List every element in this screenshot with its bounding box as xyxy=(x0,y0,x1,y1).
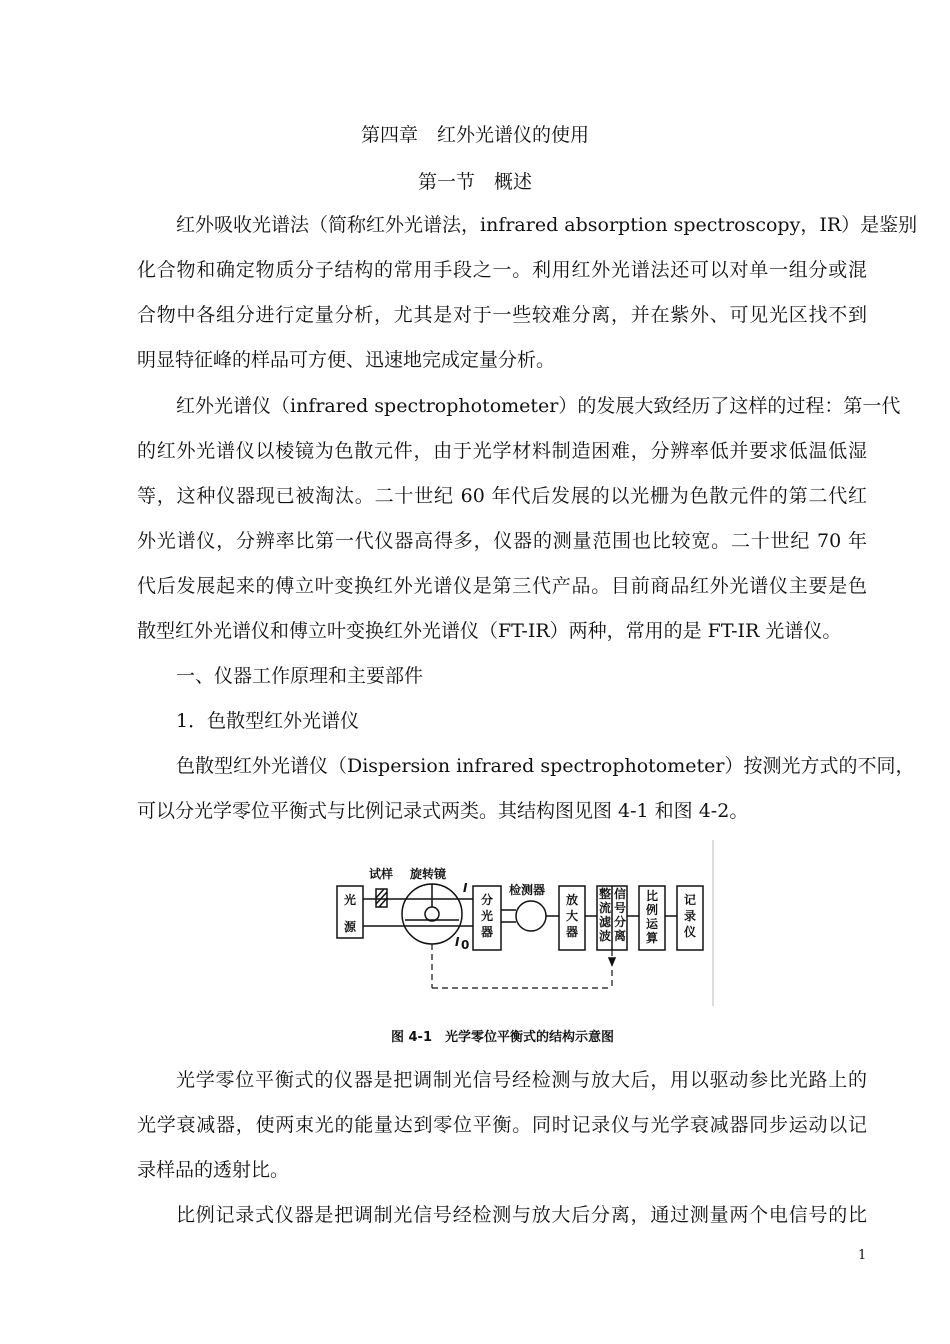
label-rectifier-1: 整 xyxy=(599,887,612,901)
label-rectifier-2: 流 xyxy=(599,901,612,915)
label-source-2: 源 xyxy=(344,920,357,934)
text-line: 红外吸收光谱法（简称红外光谱法，infrared absorption spectroscopy，IR）是鉴别 xyxy=(176,214,918,236)
label-beam-i: I xyxy=(463,881,468,895)
label-rectifier-4: 波 xyxy=(599,929,612,943)
label-signal-2: 号 xyxy=(614,901,627,915)
optical-null-balance-diagram xyxy=(335,838,715,1008)
page-number: 1 xyxy=(858,1248,867,1263)
label-recorder-1: 记 xyxy=(684,893,697,907)
text-line: 色散型红外光谱仪（Dispersion infrared spectrophotometer）按测光方式的不同， xyxy=(176,755,915,777)
text-line: 明显特征峰的样品可方便、迅速地完成定量分析。 xyxy=(137,349,556,371)
label-source-1: 光 xyxy=(344,893,357,907)
text-line: 红外光谱仪（infrared spectrophotometer）的发展大致经历了这样的过程：第一代 xyxy=(176,395,901,417)
label-signal-3: 分 xyxy=(614,915,627,929)
label-recorder-2: 录 xyxy=(684,909,697,923)
text-line: 散型红外光谱仪和傅立叶变换红外光谱仪（FT-IR）两种，常用的是 FT-IR 光谱仪。 xyxy=(137,620,842,642)
text-line: 化合物和确定物质分子结构的常用手段之一。利用红外光谱法还可以对单一组分或混 xyxy=(137,259,867,281)
label-amplifier-2: 大 xyxy=(566,909,579,923)
figure-caption: 图 4-1 光学零位平衡式的结构示意图 xyxy=(390,1030,614,1045)
label-splitter-3: 器 xyxy=(481,925,494,939)
label-signal-4: 离 xyxy=(614,929,627,943)
label-amplifier-3: 器 xyxy=(566,925,579,939)
label-ratio-4: 算 xyxy=(646,931,659,945)
text-line: 光学衰减器，使两束光的能量达到零位平衡。同时记录仪与光学衰减器同步运动以记 xyxy=(137,1114,867,1136)
label-mirror: 旋转镜 xyxy=(410,867,447,881)
section-title: 第一节 概述 xyxy=(417,171,532,193)
text-line: 的红外光谱仪以棱镜为色散元件，由于光学材料制造困难，分辨率低并要求低温低湿 xyxy=(137,440,867,462)
label-detector: 检测器 xyxy=(509,883,546,897)
label-beam-i0-sub: 0 xyxy=(461,938,470,952)
text-line: 比例记录式仪器是把调制光信号经检测与放大后分离，通过测量两个电信号的比 xyxy=(176,1204,867,1226)
label-ratio-2: 例 xyxy=(646,903,659,917)
label-sample: 试样 xyxy=(369,867,394,881)
detector-circle xyxy=(516,901,546,931)
text-line: 外光谱仪，分辨率比第一代仪器高得多，仪器的测量范围也比较宽。二十世纪 70 年 xyxy=(137,530,867,552)
heading-dispersion: 1．色散型红外光谱仪 xyxy=(176,710,360,732)
label-amplifier-1: 放 xyxy=(566,893,579,907)
label-splitter-2: 光 xyxy=(481,909,494,923)
text-line: 录样品的透射比。 xyxy=(137,1159,290,1181)
label-splitter-1: 分 xyxy=(481,893,494,907)
label-ratio-1: 比 xyxy=(646,889,659,903)
text-line: 合物中各组分进行定量分析，尤其是对于一些较难分离，并在紫外、可见光区找不到 xyxy=(137,304,867,326)
text-line: 光学零位平衡式的仪器是把调制光信号经检测与放大后，用以驱动参比光路上的 xyxy=(176,1069,867,1091)
label-beam-i0: I xyxy=(455,935,460,949)
label-ratio-3: 运 xyxy=(646,917,659,931)
text-line: 代后发展起来的傅立叶变换红外光谱仪是第三代产品。目前商品红外光谱仪主要是色 xyxy=(137,575,867,597)
text-line: 等，这种仪器现已被淘汰。二十世纪 60 年代后发展的以光栅为色散元件的第二代红 xyxy=(137,485,867,507)
text-line: 可以分光学零位平衡式与比例记录式两类。其结构图见图 4-1 和图 4-2。 xyxy=(137,800,749,822)
heading-principle: 一、仪器工作原理和主要部件 xyxy=(176,665,424,687)
chapter-title: 第四章 红外光谱仪的使用 xyxy=(360,124,589,146)
label-signal-1: 信 xyxy=(614,887,627,901)
label-rectifier-3: 滤 xyxy=(599,915,612,929)
label-recorder-3: 仪 xyxy=(684,925,697,939)
